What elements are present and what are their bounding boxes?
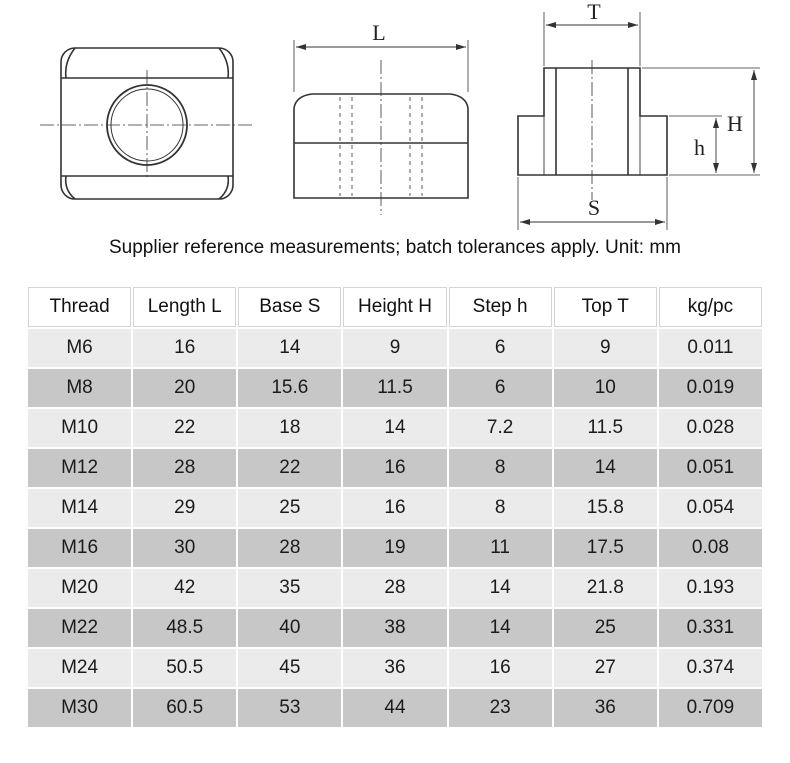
dimension-label-top: T: [587, 0, 601, 24]
cell-height: 44: [343, 689, 446, 727]
cell-thread: M16: [28, 529, 131, 567]
cell-step: 8: [449, 449, 552, 487]
cell-weight: 0.08: [659, 529, 762, 567]
cell-height: 16: [343, 449, 446, 487]
dimension-label-height: H: [727, 111, 743, 136]
measurement-caption: Supplier reference measurements; batch tolerances apply. Unit: mm: [108, 237, 682, 258]
t-nut-drawings: [0, 0, 790, 235]
table-row: [28, 329, 762, 367]
table-row: [28, 689, 762, 727]
table-row: [28, 489, 762, 527]
table-row: [28, 569, 762, 607]
cell-step: 14: [449, 609, 552, 647]
cell-weight: 0.028: [659, 409, 762, 447]
cell-weight: 0.193: [659, 569, 762, 607]
table-row: [28, 529, 762, 567]
cell-step: 8: [449, 489, 552, 527]
cell-step: 7.2: [449, 409, 552, 447]
header-length: Length L: [133, 287, 236, 327]
header-weight: kg/pc: [659, 287, 762, 327]
cell-height: 14: [343, 409, 446, 447]
cell-step: 14: [449, 569, 552, 607]
cell-top: 14: [554, 449, 657, 487]
cell-weight: 0.019: [659, 369, 762, 407]
cell-top: 21.8: [554, 569, 657, 607]
table-row: [28, 409, 762, 447]
cell-length: 48.5: [133, 609, 236, 647]
cell-length: 20: [133, 369, 236, 407]
header-height: Height H: [343, 287, 446, 327]
cell-height: 11.5: [343, 369, 446, 407]
header-step: Step h: [449, 287, 552, 327]
cell-weight: 0.709: [659, 689, 762, 727]
cell-top: 25: [554, 609, 657, 647]
cell-step: 16: [449, 649, 552, 687]
cell-thread: M14: [28, 489, 131, 527]
top-view-drawing: [40, 48, 254, 199]
header-thread: Thread: [28, 287, 131, 327]
cell-weight: 0.011: [659, 329, 762, 367]
front-view-drawing: [294, 40, 468, 215]
cell-length: 60.5: [133, 689, 236, 727]
cell-base: 15.6: [238, 369, 341, 407]
cell-step: 6: [449, 329, 552, 367]
cell-height: 9: [343, 329, 446, 367]
cell-base: 22: [238, 449, 341, 487]
header-top: Top T: [554, 287, 657, 327]
specifications-table: [26, 285, 764, 729]
cell-length: 50.5: [133, 649, 236, 687]
side-view-drawing: [518, 12, 760, 230]
cell-length: 22: [133, 409, 236, 447]
cell-height: 28: [343, 569, 446, 607]
cell-height: 38: [343, 609, 446, 647]
dimension-label-step: h: [694, 135, 705, 160]
cell-length: 29: [133, 489, 236, 527]
table-row: [28, 609, 762, 647]
cell-base: 40: [238, 609, 341, 647]
cell-thread: M30: [28, 689, 131, 727]
cell-height: 19: [343, 529, 446, 567]
cell-weight: 0.374: [659, 649, 762, 687]
cell-height: 36: [343, 649, 446, 687]
cell-length: 42: [133, 569, 236, 607]
cell-top: 15.8: [554, 489, 657, 527]
cell-thread: M12: [28, 449, 131, 487]
cell-base: 35: [238, 569, 341, 607]
cell-base: 18: [238, 409, 341, 447]
cell-top: 27: [554, 649, 657, 687]
table-row: [28, 649, 762, 687]
cell-top: 11.5: [554, 409, 657, 447]
cell-base: 45: [238, 649, 341, 687]
cell-step: 6: [449, 369, 552, 407]
dimension-label-base: S: [587, 195, 601, 220]
cell-base: 28: [238, 529, 341, 567]
header-base: Base S: [238, 287, 341, 327]
table-row: [28, 369, 762, 407]
cell-weight: 0.331: [659, 609, 762, 647]
cell-step: 11: [449, 529, 552, 567]
cell-thread: M20: [28, 569, 131, 607]
table-row: [28, 449, 762, 487]
cell-weight: 0.051: [659, 449, 762, 487]
cell-step: 23: [449, 689, 552, 727]
cell-length: 30: [133, 529, 236, 567]
cell-top: 10: [554, 369, 657, 407]
cell-base: 53: [238, 689, 341, 727]
cell-length: 16: [133, 329, 236, 367]
cell-top: 17.5: [554, 529, 657, 567]
cell-base: 25: [238, 489, 341, 527]
cell-length: 28: [133, 449, 236, 487]
cell-base: 14: [238, 329, 341, 367]
cell-height: 16: [343, 489, 446, 527]
cell-thread: M24: [28, 649, 131, 687]
table-header-row: [28, 287, 762, 327]
cell-thread: M22: [28, 609, 131, 647]
cell-top: 9: [554, 329, 657, 367]
cell-top: 36: [554, 689, 657, 727]
cell-thread: M10: [28, 409, 131, 447]
cell-thread: M6: [28, 329, 131, 367]
cell-weight: 0.054: [659, 489, 762, 527]
dimension-label-length: L: [372, 20, 386, 45]
cell-thread: M8: [28, 369, 131, 407]
